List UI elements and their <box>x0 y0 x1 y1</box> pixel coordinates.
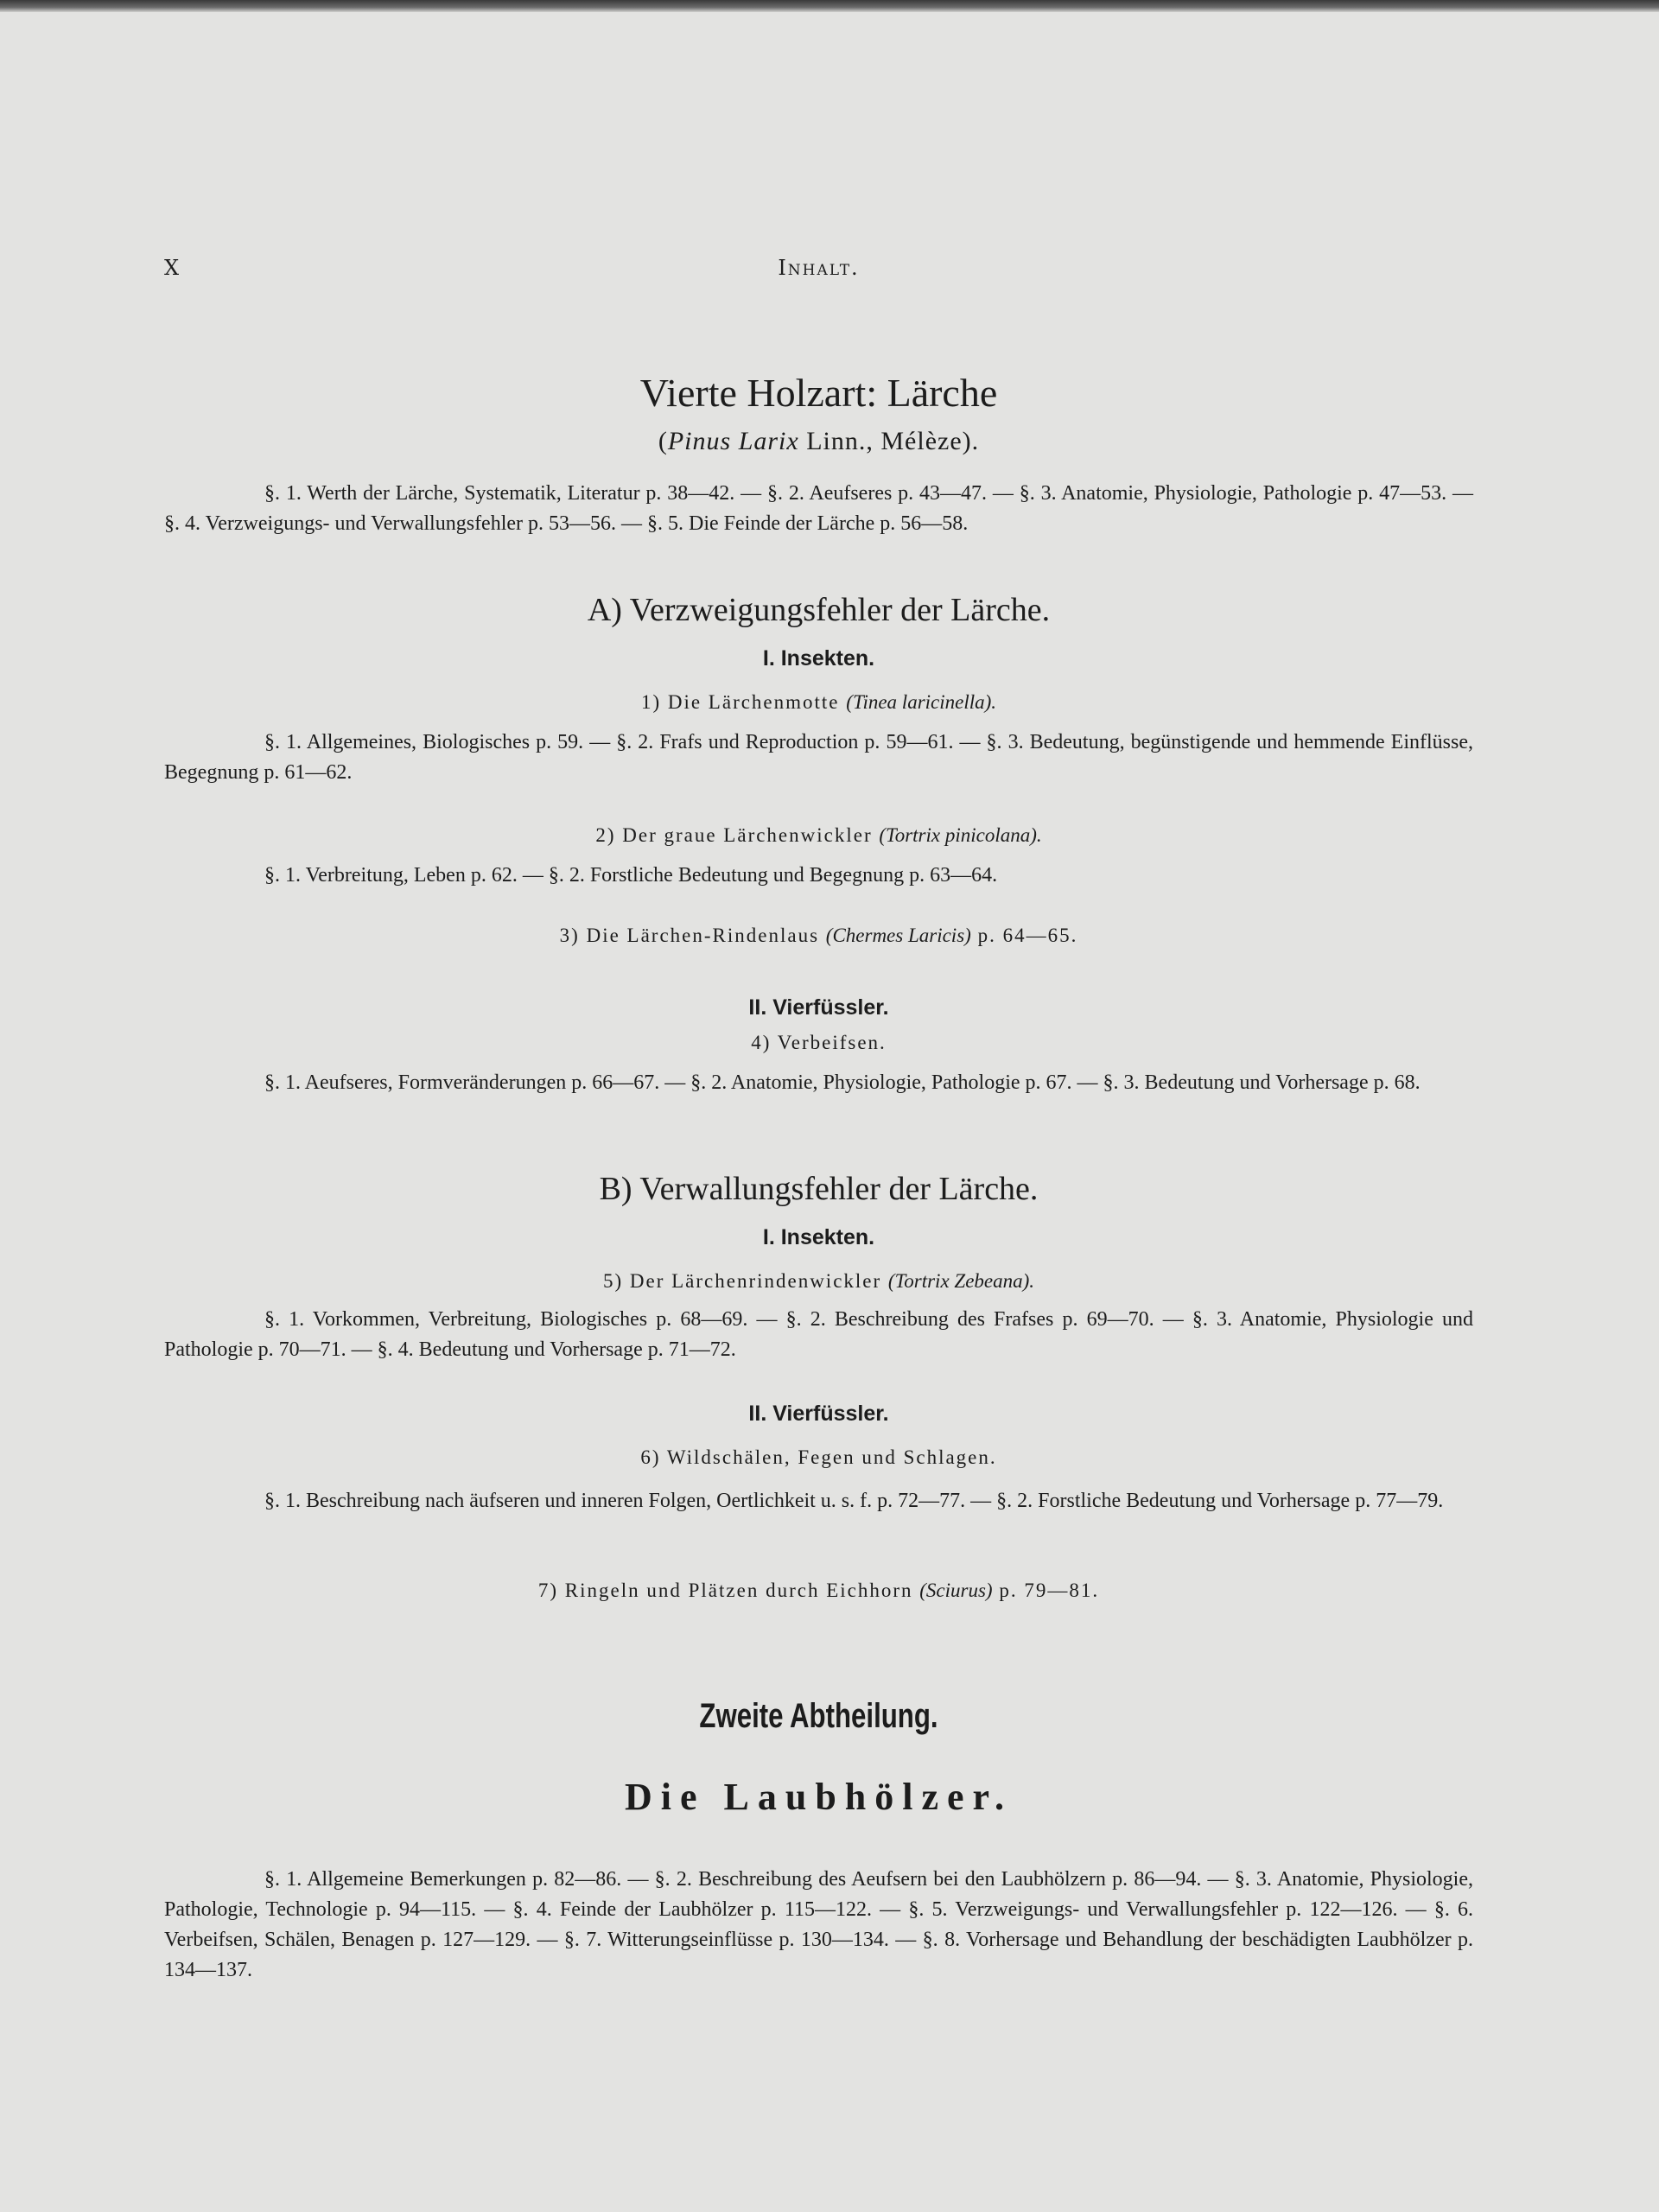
part2-subtitle: Die Laubhölzer. <box>624 1776 1014 1818</box>
part2-paragraph: §. 1. Allgemeine Bemerkungen p. 82—86. — §. 2. Beschreibung des Aeufsern bei den Laubhölzern p. 86—94. — §. 3. Anatomie, Physiologie, Pathologie, Technologie p. 94—115. — §. 4. Feinde der Laubhölzer p. 115—122. — §. 5. Verzweigungs- und Verwallungsfehler p. 122—126. — §. 6. Verbeifsen, Schälen, Benagen p. 127—129. — §. 7. Witterungseinflüsse p. 130—134. — §. 8. Vorhersage und Behandlung der beschädigten Laubhölzer p. 134—137. <box>164 1868 1473 1981</box>
running-head <box>164 256 1473 290</box>
partB-title: B) Verwallungsfehler der Lärche. <box>599 1171 1039 1207</box>
item-6-paragraph: §. 1. Beschreibung nach äufseren und inneren Folgen, Oertlichkeit u. s. f. p. 72—77. — §. 2. Forstliche Bedeutung und Vorhersage p. 77—79. <box>264 1490 1444 1512</box>
partA-title: A) Verzweigungsfehler der Lärche. <box>587 592 1051 628</box>
item-4-heading: 4) Verbeifsen. <box>751 1032 887 1053</box>
partB-group-insects: I. Insekten. <box>762 1225 875 1249</box>
item-1-heading: 1) Die Lärchenmotte (Tinea laricinella). <box>640 691 997 713</box>
item-3-heading: 3) Die Lärchen-Rindenlaus (Chermes Laricis) p. 64—65. <box>559 925 1078 946</box>
part2-title: Zweite Abtheilung. <box>699 1697 938 1735</box>
item-1-paragraph: §. 1. Allgemeines, Biologisches p. 59. — §. 2. Frafs und Reproduction p. 59—61. — §. 3. Bedeutung, begünstigende und hemmende Einflüsse, Begegnung p. 61—62. <box>164 731 1473 784</box>
item-4-paragraph: §. 1. Aeufseres, Formveränderungen p. 66—67. — §. 2. Anatomie, Physiologie, Pathologie p. 67. — §. 3. Bedeutung und Vorhersage p. 68. <box>264 1071 1421 1094</box>
item-2-heading: 2) Der graue Lärchenwickler (Tortrix pinicolana). <box>595 824 1042 846</box>
item-5-paragraph: §. 1. Vorkommen, Verbreitung, Biologisches p. 68—69. — §. 2. Beschreibung des Frafses p. 69—70. — §. 3. Anatomie, Physiologie und Pathologie p. 70—71. — §. 4. Bedeutung und Vorhersage p. 71—72. <box>164 1308 1473 1361</box>
partA-group-quadrupeds: II. Vierfüssler. <box>748 995 889 1020</box>
item-5-heading: 5) Der Lärchenrindenwickler (Tortrix Zebeana). <box>602 1270 1035 1292</box>
scan-top-edge <box>0 0 1659 12</box>
running-title: Inhalt. <box>778 256 860 280</box>
item-6-heading: 6) Wildschälen, Fegen und Schlagen. <box>640 1446 997 1468</box>
latin-name: Pinus Larix <box>667 427 799 455</box>
partA-group-insects: I. Insekten. <box>762 646 875 671</box>
section4-subtitle: (Pinus Larix Linn., Mélèze). <box>658 427 980 455</box>
page-number: X <box>164 256 180 280</box>
partB-group-quadrupeds: II. Vierfüssler. <box>748 1402 889 1426</box>
section4-title: Vierte Holzart: Lärche <box>639 371 998 415</box>
item-2-paragraph: §. 1. Verbreitung, Leben p. 62. — §. 2. Forstliche Bedeutung und Begegnung p. 63—64. <box>264 864 998 887</box>
section4-paragraph: §. 1. Werth der Lärche, Systematik, Literatur p. 38—42. — §. 2. Aeufseres p. 43—47. — §. 3. Anatomie, Physiologie, Pathologie p. 47—53. — §. 4. Verzweigungs- und Verwallungsfehler p. 53—56. — §. 5. Die Feinde der Lärche p. 56—58. <box>164 482 1473 535</box>
document-page <box>164 256 1473 1981</box>
item-7-heading: 7) Ringeln und Plätzen durch Eichhorn (Sciurus) p. 79—81. <box>537 1580 1100 1601</box>
section-title <box>164 370 1473 416</box>
